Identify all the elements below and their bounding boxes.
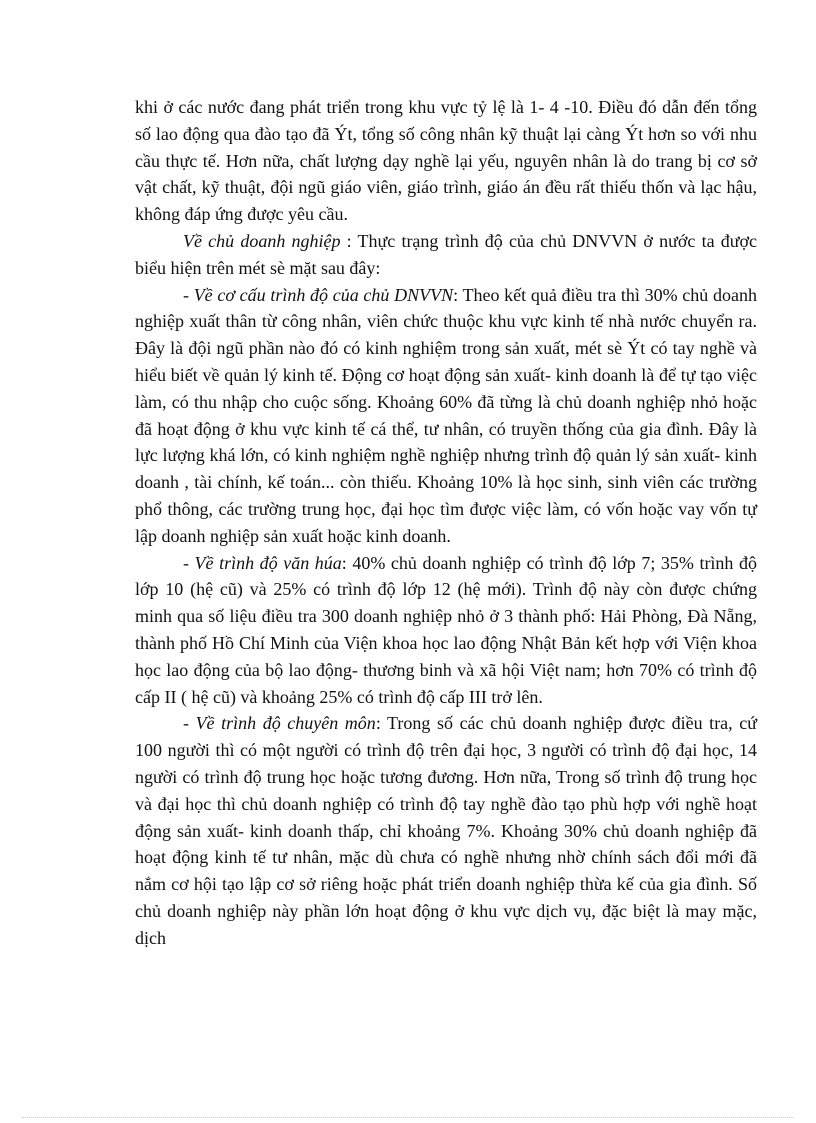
paragraph-text: : 40% chủ doanh nghiệp có trình độ lớp 7; 35% trình độ lớp 10 (hệ cũ) và 25% có trình độ lớp 12 (hệ mới). Trình độ này còn được chứng minh qua số liệu điều tra 300 doanh nghiệp nhỏ ở 3 thành phố: Hải Phòng, Đà Nẵng, thành phố Hồ Chí Minh của Viện khoa học lao động Nhật Bản kết hợp với Viện khoa học lao động của bộ lao động- thương binh và xã hội Việt nam; hơn 70% có trình độ cấp II ( hệ cũ) và khoảng 25% có trình độ cấp III trở lên.: [135, 552, 757, 707]
document-page: [135, 94, 757, 952]
page-bottom-divider: [22, 1117, 794, 1118]
paragraph-education-level: [135, 550, 757, 711]
paragraph-text: : Thực trạng trình độ của chủ DNVVN ở nước ta được biểu hiện trên mét sè mặt sau đây:: [135, 230, 757, 278]
paragraph-professional-level: [135, 710, 757, 951]
paragraph-text: : Theo kết quả điều tra thì 30% chủ doanh nghiệp xuất thân từ công nhân, viên chức thuộc khu vực kinh tế nhà nước chuyển ra. Đây là đội ngũ phần nào đó có kinh nghiệm trong sản xuất, mét sè Ýt có tay nghề và hiểu biết về quản lý kinh tế. Động cơ hoạt động sản xuất- kinh doanh là để tự tạo việc làm, có thu nhập cho cuộc sống. Khoảng 60% đã từng là chủ doanh nghiệp nhỏ hoặc đã hoạt động ở khu vực kinh tế cá thể, tư nhân, có truyền thống của gia đình. Đây là lực lượng khá lớn, có kinh nghiệm nghề nghiệp nhưng trình độ quản lý sản xuất- kinh doanh , tài chính, kế toán... còn thiếu. Khoảng 10% là học sinh, sinh viên các trường phổ thông, các trường trung học, đại học tìm được việc làm, có vốn hoặc vay vốn tự lập doanh nghiệp sản xuất hoặc kinh doanh.: [135, 284, 757, 546]
paragraph-lead-italic: - Về trình độ chuyên môn: [183, 713, 376, 734]
paragraph-lead-italic: - Về trình độ văn húa: [183, 552, 342, 573]
paragraph-lead-italic: Về chủ doanh nghiệp: [183, 230, 341, 251]
paragraph-text: : Trong số các chủ doanh nghiệp được điều tra, cứ 100 người thì có một người có trình độ trên đại học, 3 người có trình độ đại học, 14 người có trình độ trung học hoặc tương đương. Hơn nữa, Trong số trình độ trung học và đại học thì chủ doanh nghiệp có trình độ tay nghề đào tạo phù hợp với nghề hoạt động sản xuất- kinh doanh thấp, chỉ khoảng 7%. Khoảng 30% chủ doanh nghiệp đã hoạt động kinh tế tư nhân, mặc dù chưa có nghề nhưng nhờ chính sách đổi mới đã nắm cơ hội tạo lập cơ sở riêng hoặc phát triển doanh nghiệp thừa kế của gia đình. Số chủ doanh nghiệp này phần lớn hoạt động ở khu vực dịch vụ, đặc biệt là may mặc, dịch: [135, 713, 757, 948]
paragraph-business-owners: [135, 228, 757, 282]
paragraph-text: khi ở các nước đang phát triển trong khu vực tỷ lệ là 1- 4 -10. Điều đó dẫn đến tổng số lao động qua đào tạo đã Ýt, tổng số công nhân kỹ thuật lại càng Ýt hơn so với nhu cầu thực tế. Hơn nữa, chất lượng dạy nghề lại yếu, nguyên nhân là do trang bị cơ sở vật chất, kỹ thuật, đội ngũ giáo viên, giáo trình, giáo án đều rất thiếu thốn và lạc hậu, không đáp ứng được yêu cầu.: [135, 97, 757, 225]
paragraph-continuation: [135, 94, 757, 228]
paragraph-lead-italic: - Về cơ cấu trình độ của chủ DNVVN: [183, 284, 454, 305]
paragraph-qualification-structure: [135, 282, 757, 550]
